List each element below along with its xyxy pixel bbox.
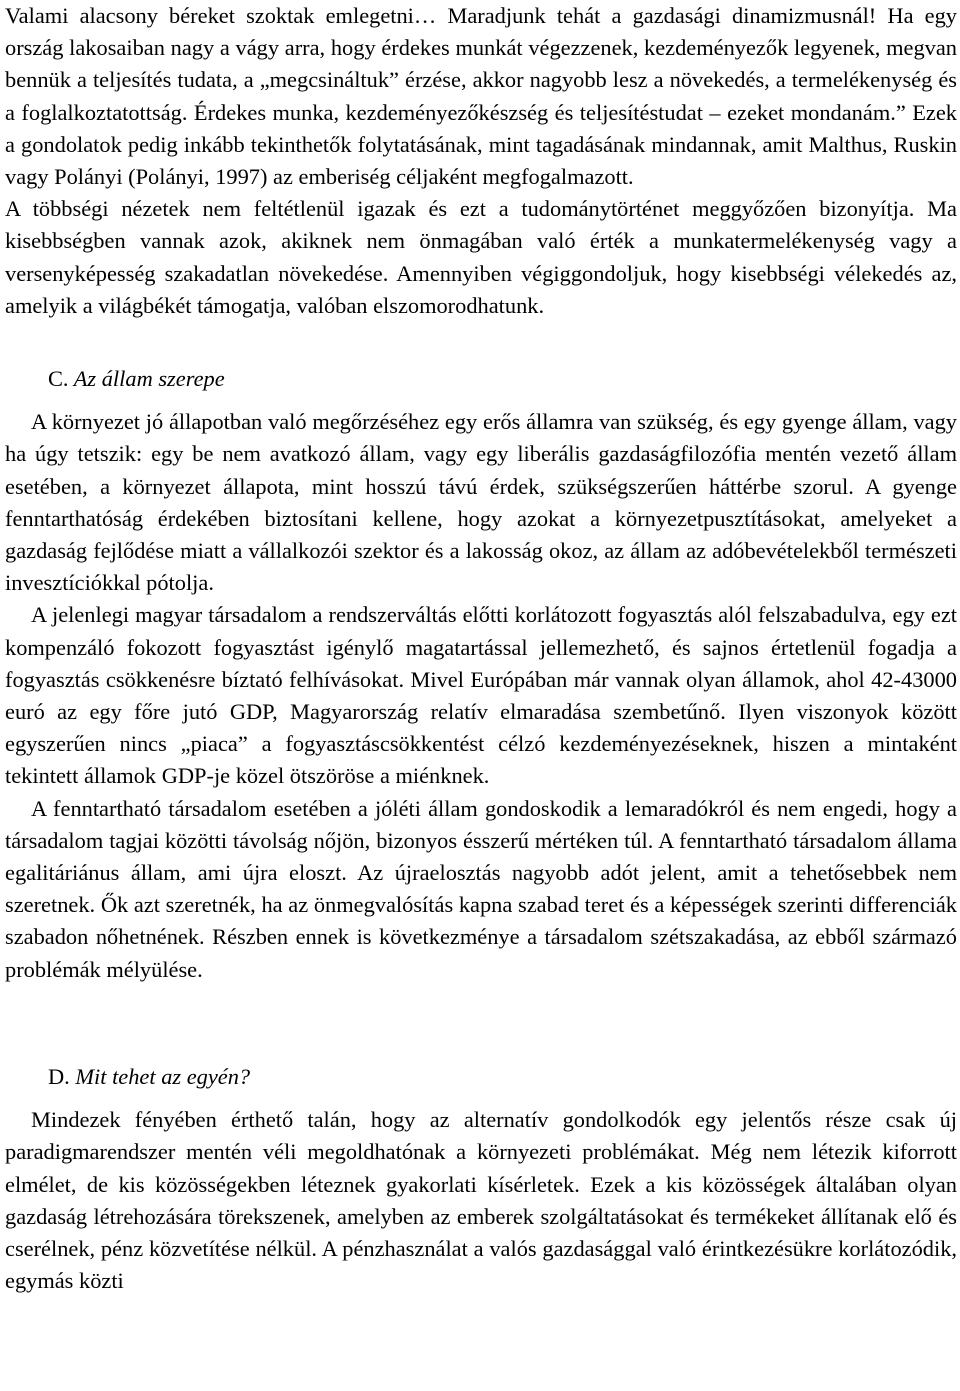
intro-paragraph-2: A többségi nézetek nem feltétlenül igazak és ezt a tudománytörténet meggyőzően bizonyítja. Ma kisebbségben vannak azok, akiknek nem önmagában való érték a munkatermelékenység vagy a versenyképesség szakadatlan növekedése. Amennyiben végiggondoljuk, hogy kisebbségi vélekedés az, amelyik a világbékét támogatja, valóban elszomorodhatunk.	[5, 196, 957, 318]
section-c-paragraph-2: A jelenlegi magyar társadalom a rendszerváltás előtti korlátozott fogyasztás alól felszabadulva, egy ezt kompenzáló fokozott fogyasztást igénylő magatartással jellemezhető, és sajnos értetlenül fogadja a fogyasztás csökkenésre bíztató felhívásokat. Mivel Európában már vannak olyan államok, ahol 42-43000 euró az egy főre jutó GDP, Magyarország relatív elmaradása szembetűnő. Ilyen viszonyok között egyszerűen nincs „piaca” a fogyasztáscsökkentést célzó kezdeményezéseknek, hiszen a mintaként tekintett államok GDP-je közel ötszöröse a miénknek.	[5, 602, 957, 789]
section-c-letter: C.	[48, 366, 69, 392]
section-c-title: Az állam szerepe	[73, 366, 225, 392]
section-c-paragraph-3: A fenntartható társadalom esetében a jóléti állam gondoskodik a lemaradókról és nem engedi, hogy a társadalom tagjai közötti távolság nőjön, bizonyos ésszerű mértéken túl. A fenntartható társadalom állama egalitáriánus állam, ami újra eloszt. Az újraelosztás nagyobb adót jelent, amit a tehetősebbek nem szeretnek. Ők azt szeretnék, ha az önmegvalósítás kapna szabad teret és a képességek szerinti differenciák szabadon nőhetnének. Részben ennek is következménye a társadalom szétszakadása, az ebből származó problémák mélyülése.	[5, 795, 957, 982]
section-d-heading	[5, 1061, 957, 1093]
spacer	[5, 986, 957, 1061]
section-d-letter: D.	[48, 1063, 70, 1089]
section-c-heading	[5, 363, 957, 395]
section-c-paragraph-1: A környezet jó állapotban való megőrzéséhez egy erős államra van szükség, és egy gyenge állam, vagy ha úgy tetszik: egy be nem avatkozó állam, vagy egy liberális gazdaságfilozófia mentén vezető állam esetében, a környezet állapota, mint hosszú távú érdek, szükségszerűen háttérbe szorul. A gyenge fenntarthatóság érdekében biztosítani kellene, hogy azokat a környezetpusztításokat, amelyeket a gazdaság fejlődése miatt a vállalkozói szektor és a lakosság okoz, az állam az adóbevételekből természeti invesztíciókkal pótolja.	[5, 409, 957, 596]
spacer	[5, 395, 957, 406]
spacer	[5, 322, 957, 363]
intro-paragraph-1: Valami alacsony béreket szoktak emlegetni… Maradjunk tehát a gazdasági dinamizmusnál! Ha egy ország lakosaiban nagy a vágy arra, hogy érdekes munkát végezzenek, kezdeményezők legyenek, megvan bennük a teljesítés tudata, a „megcsináltuk” érzése, akkor nagyobb lesz a növekedés, a termelékenység és a foglalkoztatottság. Érdekes munka, kezdeményezőkészség és teljesítéstudat – ezeket mondanám.” Ezek a gondolatok pedig inkább tekinthetők folytatásának, mint tagadásának mindannak, amit Malthus, Ruskin vagy Polányi (Polányi, 1997) az emberiség céljaként megfogalmazott.	[5, 3, 957, 190]
document-page	[5, 0, 957, 1297]
section-d-paragraph-1: Mindezek fényében érthető talán, hogy az alternatív gondolkodók egy jelentős része csak új paradigmarendszer mentén véli megoldhatónak a környezeti problémákat. Még nem létezik kiforrott elmélet, de kis közösségekben léteznek gyakorlati kísérletek. Ezek a kis közösségek általában olyan gazdaság létrehozására törekszenek, amelyben az emberek szolgáltatásokat és termékeket állítanak elő és cserélnek, pénz közvetítése nélkül. A pénzhasználat a valós gazdasággal való érintkezésükre korlátozódik, egymás közti	[5, 1107, 957, 1294]
spacer	[5, 1093, 957, 1104]
section-d-title: Mit tehet az egyén?	[75, 1063, 251, 1089]
